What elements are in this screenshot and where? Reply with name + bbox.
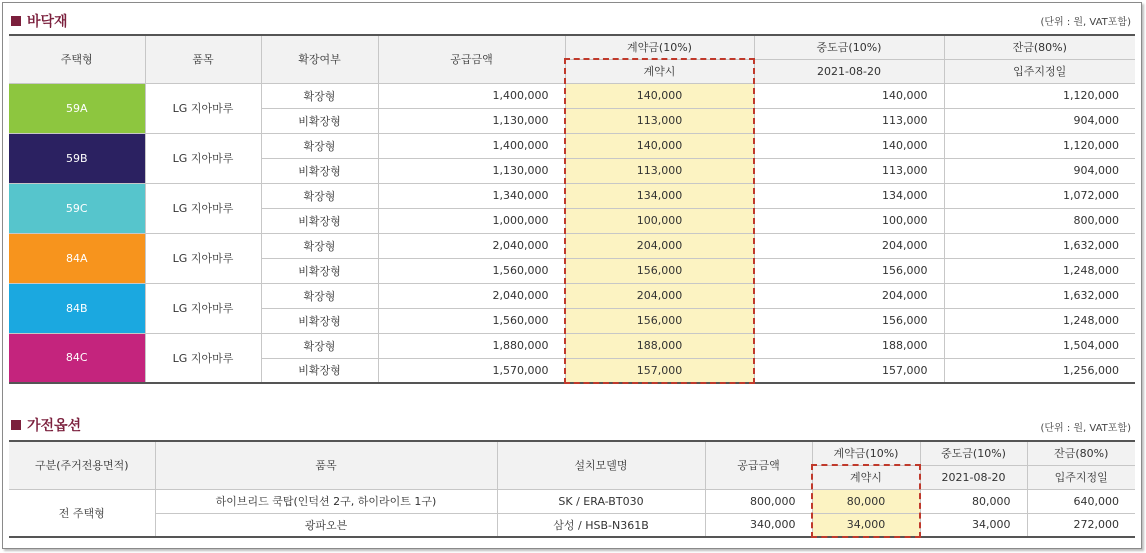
deposit-cell: 34,000 — [812, 513, 920, 537]
middle-cell: 80,000 — [920, 489, 1027, 513]
appliance-section-header — [11, 415, 81, 435]
table-row — [9, 283, 1135, 308]
section-square-icon — [11, 420, 21, 430]
expansion-cell: 비확장형 — [261, 158, 378, 183]
deposit-cell: 100,000 — [565, 208, 754, 233]
balance-cell: 1,120,000 — [944, 133, 1135, 158]
table-row — [9, 333, 1135, 358]
housing-type-cell: 84C — [9, 333, 145, 383]
deposit-cell: 188,000 — [565, 333, 754, 358]
flooring-title: 바닥재 — [27, 14, 68, 30]
expansion-cell: 확장형 — [261, 283, 378, 308]
col-header-supply: 공급금액 — [378, 35, 565, 83]
deposit-cell: 113,000 — [565, 108, 754, 133]
expansion-cell: 비확장형 — [261, 358, 378, 383]
col-subheader-balance: 입주지정일 — [944, 59, 1135, 83]
expansion-cell: 비확장형 — [261, 208, 378, 233]
col-header-expansion: 확장여부 — [261, 35, 378, 83]
balance-cell: 1,072,000 — [944, 183, 1135, 208]
flooring-section-header — [11, 11, 68, 31]
middle-cell: 157,000 — [754, 358, 944, 383]
col-subheader-middle: 2021-08-20 — [754, 59, 944, 83]
item-cell: LG 지아마루 — [145, 233, 261, 283]
table-row — [9, 513, 1135, 537]
col-header-balance: 잔금(80%) — [1027, 441, 1135, 465]
middle-cell: 113,000 — [754, 158, 944, 183]
table-row — [9, 489, 1135, 513]
category-cell: 전 주택형 — [9, 489, 155, 537]
flooring-unit-note: (단위 : 원, VAT포함) — [1040, 17, 1131, 28]
expansion-cell: 비확장형 — [261, 108, 378, 133]
supply-cell: 1,130,000 — [378, 158, 565, 183]
col-header-deposit: 계약금(10%) — [812, 441, 920, 465]
supply-cell: 1,130,000 — [378, 108, 565, 133]
housing-type-cell: 84A — [9, 233, 145, 283]
col-header-item: 품목 — [145, 35, 261, 83]
flooring-table — [9, 34, 1135, 384]
middle-cell: 140,000 — [754, 83, 944, 108]
balance-cell: 640,000 — [1027, 489, 1135, 513]
item-cell: LG 지아마루 — [145, 83, 261, 133]
expansion-cell: 비확장형 — [261, 258, 378, 283]
appliance-table — [9, 440, 1135, 538]
expansion-cell: 확장형 — [261, 183, 378, 208]
balance-cell: 1,504,000 — [944, 333, 1135, 358]
deposit-cell: 204,000 — [565, 283, 754, 308]
deposit-cell: 157,000 — [565, 358, 754, 383]
middle-cell: 34,000 — [920, 513, 1027, 537]
supply-cell: 1,400,000 — [378, 83, 565, 108]
deposit-cell: 113,000 — [565, 158, 754, 183]
section-square-icon — [11, 16, 21, 26]
balance-cell: 904,000 — [944, 108, 1135, 133]
expansion-cell: 확장형 — [261, 133, 378, 158]
col-subheader-deposit: 계약시 — [565, 59, 754, 83]
supply-cell: 1,000,000 — [378, 208, 565, 233]
flooring-table-body — [9, 83, 1135, 383]
item-cell: LG 지아마루 — [145, 333, 261, 383]
balance-cell: 904,000 — [944, 158, 1135, 183]
item-cell: LG 지아마루 — [145, 183, 261, 233]
item-cell: LG 지아마루 — [145, 283, 261, 333]
item-cell: LG 지아마루 — [145, 133, 261, 183]
model-cell: 삼성 / HSB-N361B — [497, 513, 705, 537]
balance-cell: 1,632,000 — [944, 283, 1135, 308]
supply-cell: 800,000 — [705, 489, 812, 513]
balance-cell: 1,256,000 — [944, 358, 1135, 383]
supply-cell: 1,400,000 — [378, 133, 565, 158]
page-frame — [2, 2, 1142, 549]
supply-cell: 1,560,000 — [378, 258, 565, 283]
middle-cell: 204,000 — [754, 233, 944, 258]
deposit-cell: 80,000 — [812, 489, 920, 513]
middle-cell: 113,000 — [754, 108, 944, 133]
col-header-category: 구분(주거전용면적) — [9, 441, 155, 489]
deposit-cell: 134,000 — [565, 183, 754, 208]
balance-cell: 800,000 — [944, 208, 1135, 233]
appliance-unit-note: (단위 : 원, VAT포함) — [1040, 423, 1131, 434]
col-subheader-deposit: 계약시 — [812, 465, 920, 489]
supply-cell: 340,000 — [705, 513, 812, 537]
col-header-housing-type: 주택형 — [9, 35, 145, 83]
deposit-cell: 204,000 — [565, 233, 754, 258]
expansion-cell: 비확장형 — [261, 308, 378, 333]
col-subheader-middle: 2021-08-20 — [920, 465, 1027, 489]
housing-type-cell: 59B — [9, 133, 145, 183]
col-header-supply: 공급금액 — [705, 441, 812, 489]
deposit-cell: 156,000 — [565, 258, 754, 283]
expansion-cell: 확장형 — [261, 333, 378, 358]
deposit-cell: 140,000 — [565, 133, 754, 158]
middle-cell: 188,000 — [754, 333, 944, 358]
table-row — [9, 133, 1135, 158]
supply-cell: 1,880,000 — [378, 333, 565, 358]
table-row — [9, 183, 1135, 208]
col-header-middle: 중도금(10%) — [754, 35, 944, 59]
middle-cell: 156,000 — [754, 258, 944, 283]
table-row — [9, 233, 1135, 258]
item-cell: 광파오븐 — [155, 513, 497, 537]
supply-cell: 2,040,000 — [378, 283, 565, 308]
balance-cell: 1,248,000 — [944, 258, 1135, 283]
supply-cell: 2,040,000 — [378, 233, 565, 258]
middle-cell: 134,000 — [754, 183, 944, 208]
col-header-balance: 잔금(80%) — [944, 35, 1135, 59]
balance-cell: 1,632,000 — [944, 233, 1135, 258]
col-subheader-balance: 입주지정일 — [1027, 465, 1135, 489]
model-cell: SK / ERA-BT030 — [497, 489, 705, 513]
item-cell: 하이브리드 쿡탑(인덕션 2구, 하이라이트 1구) — [155, 489, 497, 513]
housing-type-cell: 84B — [9, 283, 145, 333]
col-header-middle: 중도금(10%) — [920, 441, 1027, 465]
middle-cell: 204,000 — [754, 283, 944, 308]
col-header-deposit: 계약금(10%) — [565, 35, 754, 59]
deposit-cell: 140,000 — [565, 83, 754, 108]
middle-cell: 100,000 — [754, 208, 944, 233]
appliance-table-body — [9, 489, 1135, 537]
balance-cell: 272,000 — [1027, 513, 1135, 537]
balance-cell: 1,120,000 — [944, 83, 1135, 108]
middle-cell: 156,000 — [754, 308, 944, 333]
middle-cell: 140,000 — [754, 133, 944, 158]
deposit-cell: 156,000 — [565, 308, 754, 333]
balance-cell: 1,248,000 — [944, 308, 1135, 333]
housing-type-cell: 59C — [9, 183, 145, 233]
supply-cell: 1,560,000 — [378, 308, 565, 333]
col-header-model: 설치모델명 — [497, 441, 705, 489]
appliance-title: 가전옵션 — [27, 418, 82, 434]
housing-type-cell: 59A — [9, 83, 145, 133]
supply-cell: 1,570,000 — [378, 358, 565, 383]
expansion-cell: 확장형 — [261, 233, 378, 258]
expansion-cell: 확장형 — [261, 83, 378, 108]
table-row — [9, 83, 1135, 108]
col-header-item: 품목 — [155, 441, 497, 489]
supply-cell: 1,340,000 — [378, 183, 565, 208]
